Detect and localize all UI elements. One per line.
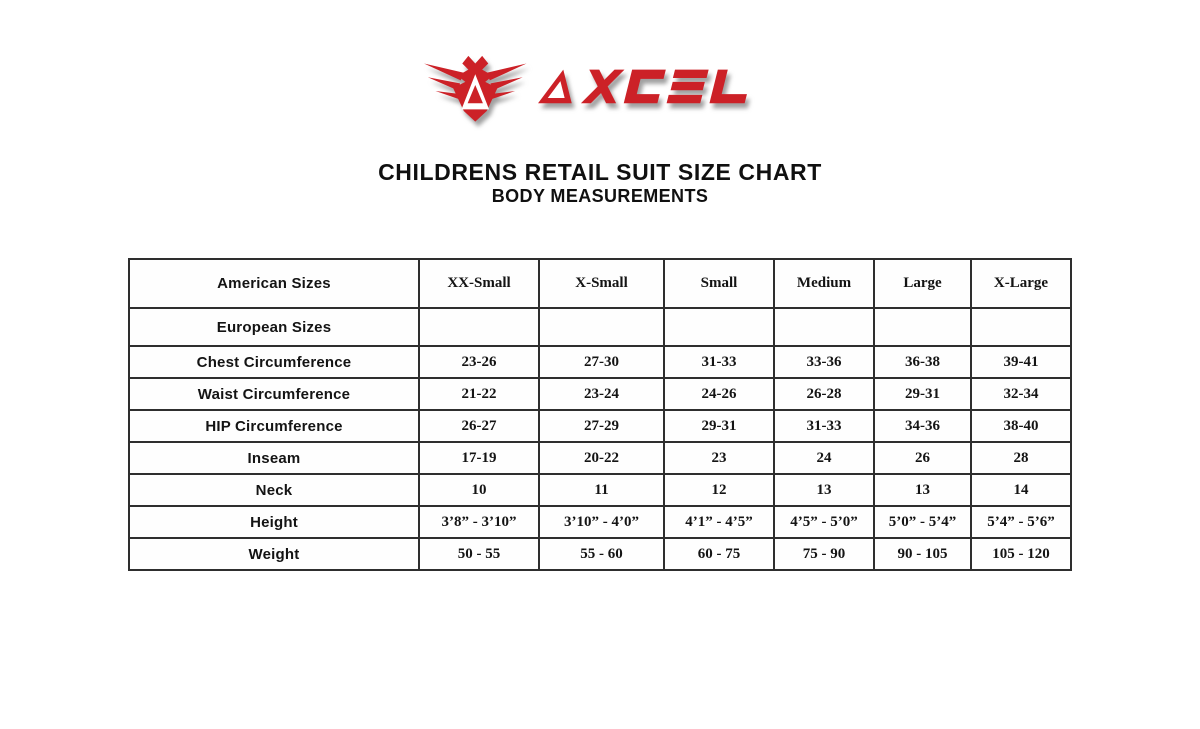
brand-wordmark <box>538 70 753 104</box>
value-cell: 28 <box>971 442 1071 474</box>
value-cell: 33-36 <box>774 346 874 378</box>
value-cell: 31-33 <box>664 346 774 378</box>
value-cell: 14 <box>971 474 1071 506</box>
value-cell: 4’1” - 4’5” <box>664 506 774 538</box>
value-cell: 24 <box>774 442 874 474</box>
value-cell: 13 <box>874 474 971 506</box>
size-header: X-Small <box>539 259 664 308</box>
value-cell: 29-31 <box>874 378 971 410</box>
value-cell: 23 <box>664 442 774 474</box>
page-subtitle: BODY MEASUREMENTS <box>491 186 709 206</box>
value-cell <box>419 308 539 346</box>
table-row-european-sizes <box>129 308 1071 346</box>
value-cell: 36-38 <box>874 346 971 378</box>
table-row-chest <box>129 346 1071 378</box>
table-row-waist <box>129 378 1071 410</box>
value-cell: 26 <box>874 442 971 474</box>
value-cell: 23-24 <box>539 378 664 410</box>
value-cell: 26-27 <box>419 410 539 442</box>
value-cell: 39-41 <box>971 346 1071 378</box>
value-cell: 55 - 60 <box>539 538 664 570</box>
value-cell: 21-22 <box>419 378 539 410</box>
page-title: CHILDRENS RETAIL SUIT SIZE CHART <box>378 159 822 185</box>
row-label: Waist Circumference <box>129 378 419 410</box>
size-chart-table-container <box>128 258 1072 571</box>
value-cell: 27-29 <box>539 410 664 442</box>
row-label: Height <box>129 506 419 538</box>
value-cell: 60 - 75 <box>664 538 774 570</box>
size-header: XX-Small <box>419 259 539 308</box>
value-cell: 17-19 <box>419 442 539 474</box>
size-header: X-Large <box>971 259 1071 308</box>
value-cell: 75 - 90 <box>774 538 874 570</box>
value-cell: 24-26 <box>664 378 774 410</box>
value-cell: 3’10” - 4’0” <box>539 506 664 538</box>
value-cell: 50 - 55 <box>419 538 539 570</box>
value-cell: 5’0” - 5’4” <box>874 506 971 538</box>
value-cell <box>539 308 664 346</box>
table-row-neck <box>129 474 1071 506</box>
row-label: Weight <box>129 538 419 570</box>
size-chart-table <box>128 258 1072 571</box>
value-cell: 34-36 <box>874 410 971 442</box>
row-label: Neck <box>129 474 419 506</box>
row-label: Inseam <box>129 442 419 474</box>
row-label: HIP Circumference <box>129 410 419 442</box>
row-label: European Sizes <box>129 308 419 346</box>
table-row-hip <box>129 410 1071 442</box>
value-cell: 11 <box>539 474 664 506</box>
table-row-weight <box>129 538 1071 570</box>
value-cell: 5’4” - 5’6” <box>971 506 1071 538</box>
value-cell: 12 <box>664 474 774 506</box>
value-cell: 3’8” - 3’10” <box>419 506 539 538</box>
brand-logo <box>424 48 776 128</box>
value-cell: 29-31 <box>664 410 774 442</box>
size-header: Medium <box>774 259 874 308</box>
value-cell <box>664 308 774 346</box>
table-row-inseam <box>129 442 1071 474</box>
value-cell: 4’5” - 5’0” <box>774 506 874 538</box>
value-cell: 13 <box>774 474 874 506</box>
value-cell <box>874 308 971 346</box>
value-cell: 32-34 <box>971 378 1071 410</box>
value-cell: 26-28 <box>774 378 874 410</box>
table-row-height <box>129 506 1071 538</box>
value-cell: 90 - 105 <box>874 538 971 570</box>
row-label: Chest Circumference <box>129 346 419 378</box>
size-header: Small <box>664 259 774 308</box>
value-cell: 23-26 <box>419 346 539 378</box>
value-cell <box>774 308 874 346</box>
value-cell: 105 - 120 <box>971 538 1071 570</box>
value-cell: 27-30 <box>539 346 664 378</box>
value-cell: 38-40 <box>971 410 1071 442</box>
value-cell: 10 <box>419 474 539 506</box>
size-header: Large <box>874 259 971 308</box>
winged-shield-icon <box>424 56 527 122</box>
axcel-logo-graphic <box>424 48 776 128</box>
row-label-american-sizes: American Sizes <box>129 259 419 308</box>
value-cell: 20-22 <box>539 442 664 474</box>
table-header-row <box>129 259 1071 308</box>
value-cell: 31-33 <box>774 410 874 442</box>
value-cell <box>971 308 1071 346</box>
